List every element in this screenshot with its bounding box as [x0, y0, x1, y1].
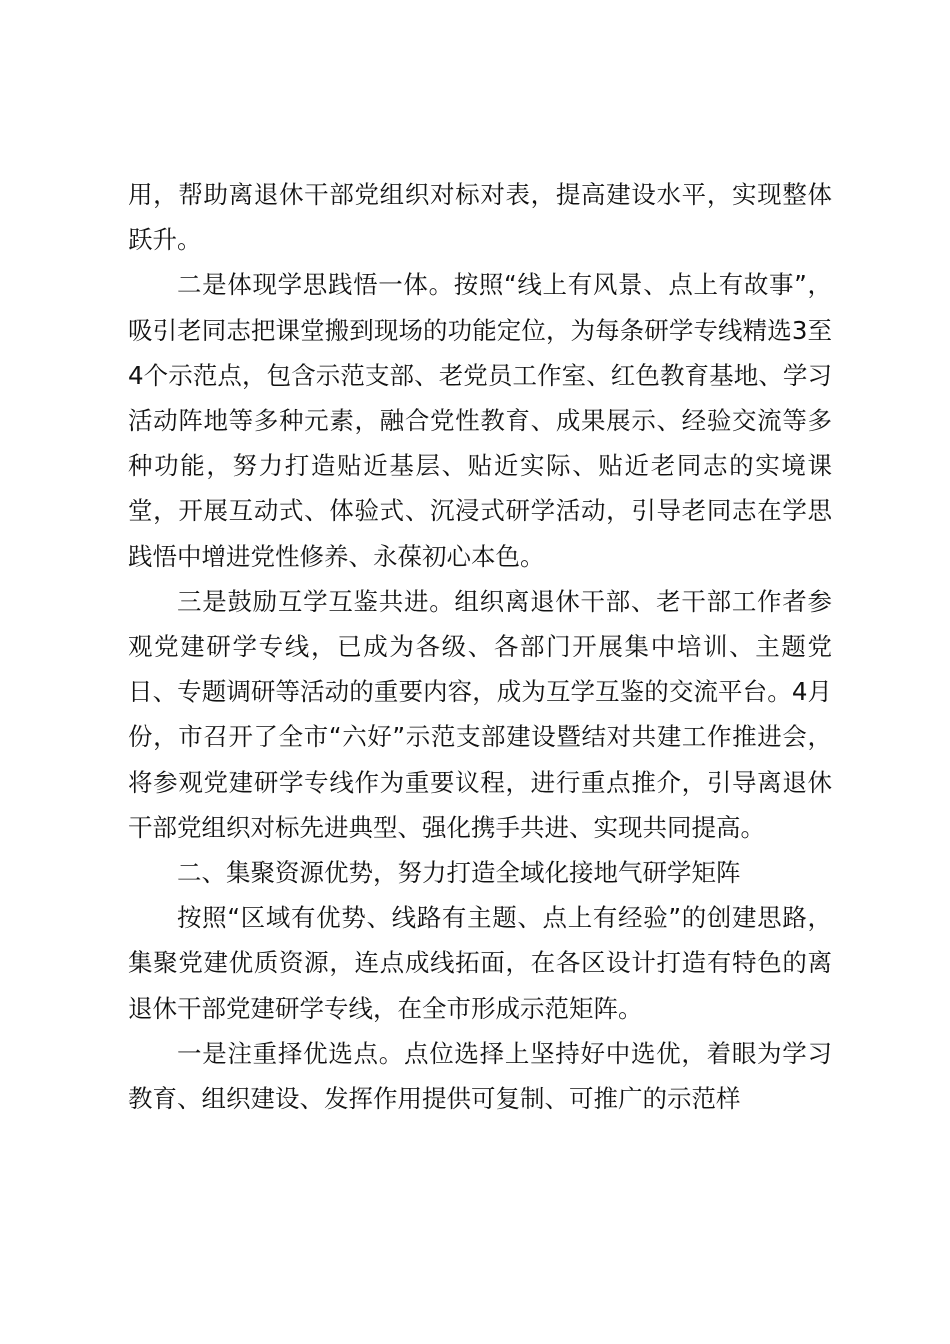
- section-heading-resource-advantage: 二、集聚资源优势，努力打造全域化接地气研学矩阵: [177, 858, 741, 888]
- paragraph-site-selection: 一是注重择优选点。点位选择上坚持好中选优，着眼为学习教育、组织建设、发挥作用提供可复制、可推广的示范样: [128, 1038, 832, 1114]
- paragraph-learning-practice: 二是体现学思践悟一体。按照“线上有风景、点上有故事”，吸引老同志把课堂搬到现场的功能定位，为每条研学专线精选3至4个示范点，包含示范支部、老党员工作室、红色教育基地、学习活动阵地等多种元素，融合党性教育、成果展示、经验交流等多种功能，努力打造贴近基层、贴近实际、贴近老同志的实境课堂，开展互动式、体验式、沉浸式研学活动，引导老同志在学思践悟中增进党性修养、永葆初心本色。: [128, 270, 832, 571]
- paragraph-mutual-learning: 三是鼓励互学互鉴共进。组织离退休干部、老干部工作者参观党建研学专线，已成为各级、各部门开展集中培训、主题党日、专题调研等活动的重要内容，成为互学互鉴的交流平台。4月份，市召开了全市“六好”示范支部建设暨结对共建工作推进会，将参观党建研学专线作为重要议程，进行重点推介，引导离退休干部党组织对标先进典型、强化携手共进、实现共同提高。: [128, 586, 832, 842]
- paragraph-continuation: 用，帮助离退休干部党组织对标对表，提高建设水平，实现整体跃升。: [128, 180, 832, 255]
- document-body: [128, 172, 832, 1121]
- paragraph-creation-approach: 按照“区域有优势、线路有主题、点上有经验”的创建思路，集聚党建优质资源，连点成线拓面，在各区设计打造有特色的离退休干部党建研学专线，在全市形成示范矩阵。: [128, 903, 832, 1023]
